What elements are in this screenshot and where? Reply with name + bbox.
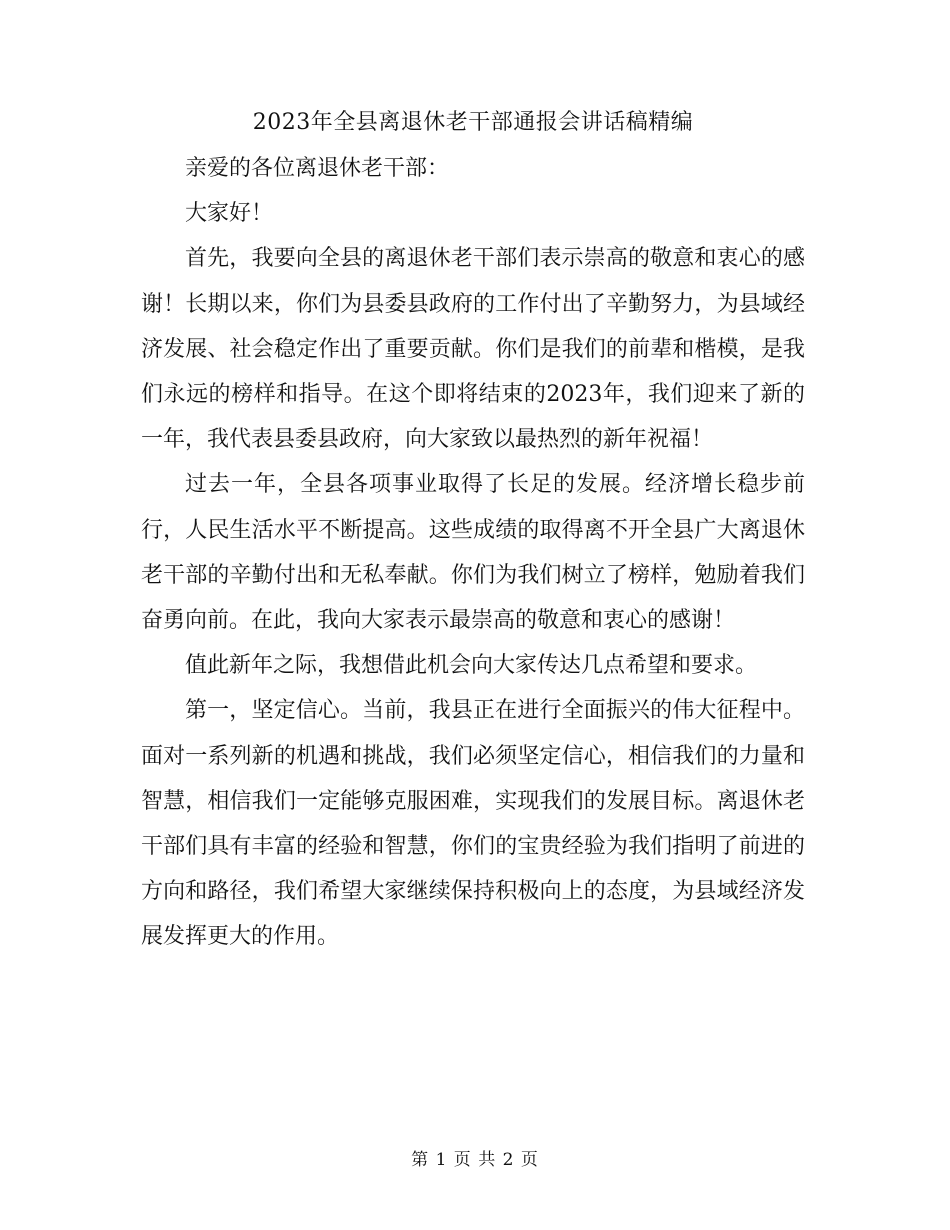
paragraph-thanks: 首先，我要向全县的离退休老干部们表示崇高的敬意和衷心的感谢！长期以来，你们为县委县政府的工作付出了辛勤努力，为县域经济发展、社会稳定作出了重要贡献。你们是我们的前辈和楷模，是我们永远的榜样和指导。在这个即将结束的2023年，我们迎来了新的一年，我代表县委县政府，向大家致以最热烈的新年祝福！ <box>141 246 805 453</box>
paragraph-greeting: 亲爱的各位离退休老干部： <box>185 156 450 181</box>
paragraph-review: 过去一年，全县各项事业取得了长足的发展。经济增长稳步前行，人民生活水平不断提高。这些成绩的取得离不开全县广大离退休老干部的辛勤付出和无私奉献。你们为我们树立了榜样，勉励着我们奋勇向前。在此，我向大家表示最崇高的敬意和衷心的感谢！ <box>141 472 805 634</box>
page-number-footer: 第 1 页 共 2 页 <box>411 1150 539 1170</box>
paragraph-intro-hopes: 值此新年之际，我想借此机会向大家传达几点希望和要求。 <box>185 653 758 679</box>
paragraph-first-point: 第一，坚定信心。当前，我县正在进行全面振兴的伟大征程中。面对一系列新的机遇和挑战，我们必须坚定信心，相信我们的力量和智慧，相信我们一定能够克服困难，实现我们的发展目标。离退休老干部们具有丰富的经验和智慧，你们的宝贵经验为我们指明了前进的方向和路径，我们希望大家继续保持积极向上的态度，为县域经济发展发挥更大的作用。 <box>141 698 805 950</box>
document-body <box>141 100 805 960</box>
document-title: 2023年全县离退休老干部通报会讲话稿精编 <box>252 110 694 135</box>
paragraph-hello: 大家好！ <box>185 201 274 227</box>
